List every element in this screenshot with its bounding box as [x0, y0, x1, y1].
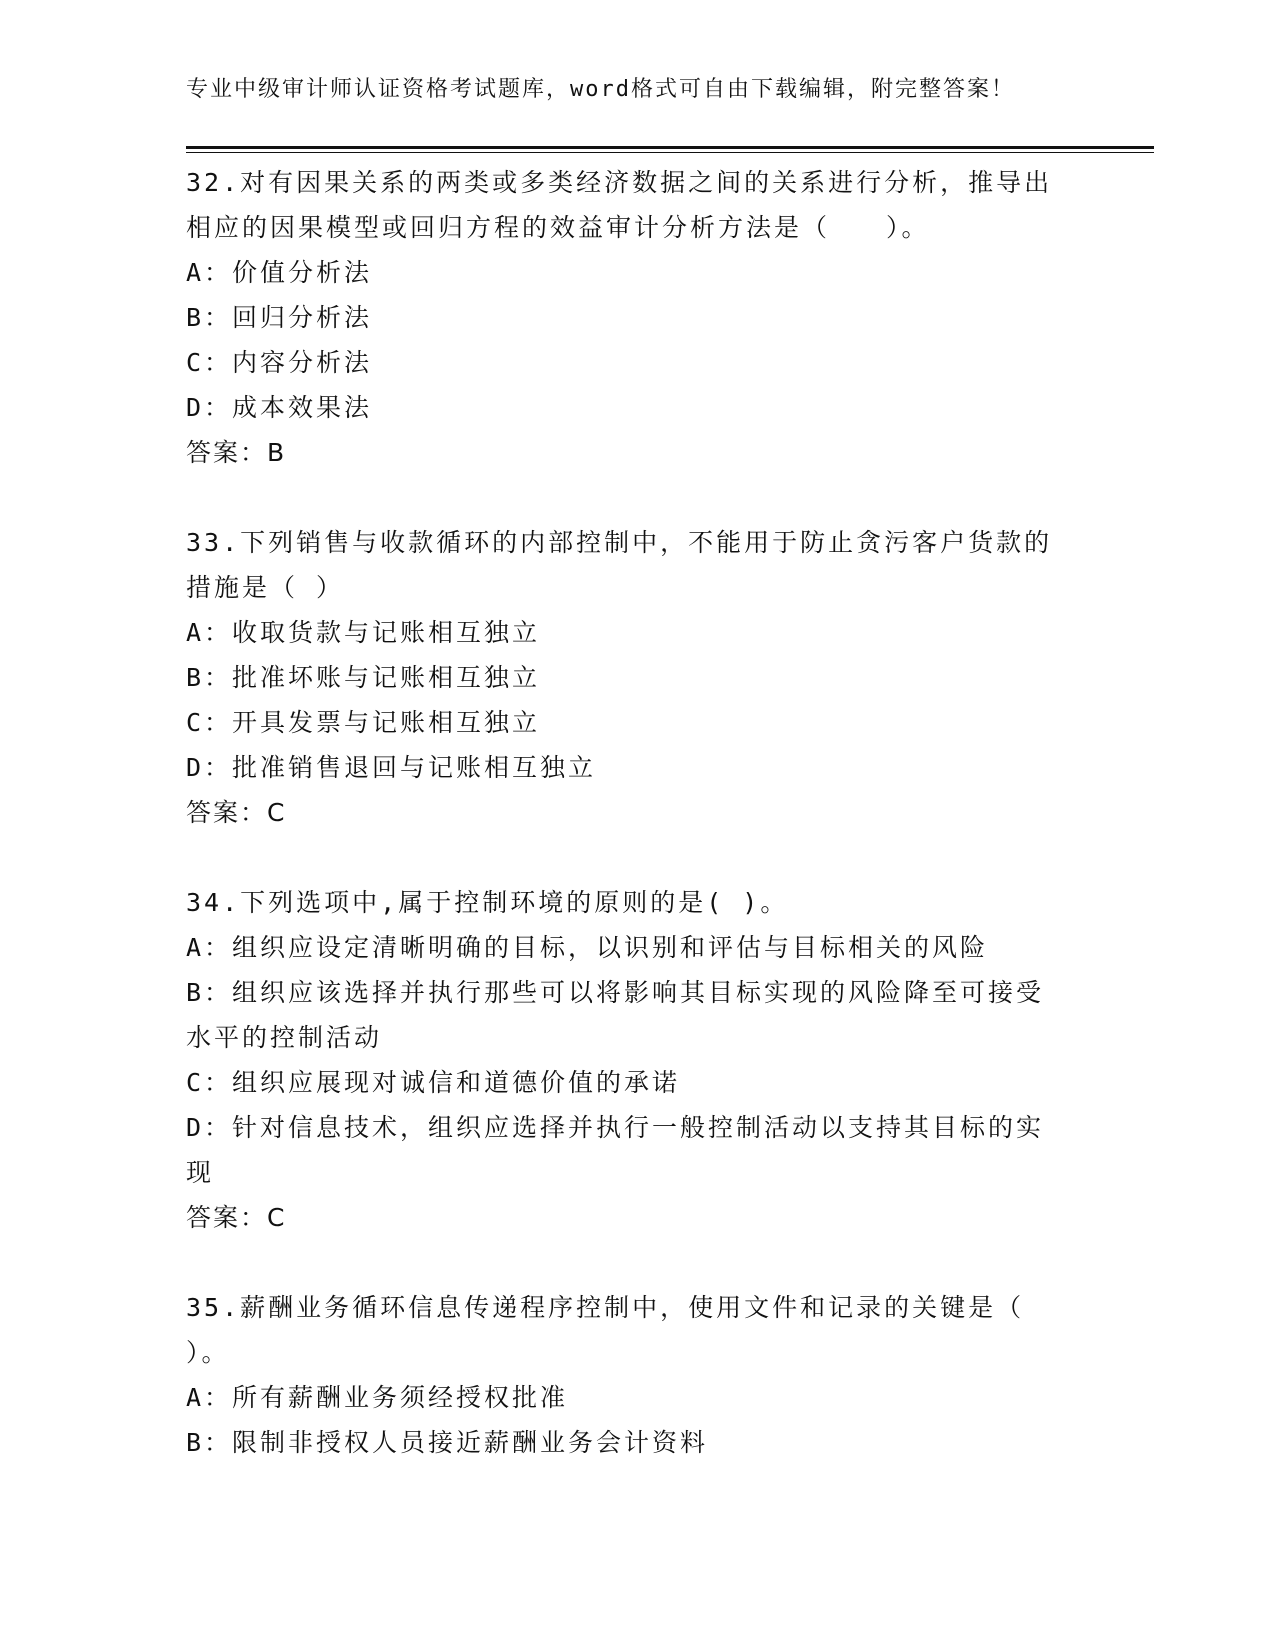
option-b: B：组织应该选择并执行那些可以将影响其目标实现的风险降至可接受: [186, 978, 1045, 1007]
option-a: A：收取货款与记账相互独立: [186, 618, 541, 647]
option-d: D：批准销售退回与记账相互独立: [186, 753, 597, 782]
question-stem-line: ）。: [186, 1338, 230, 1367]
option-b: B：限制非授权人员接近薪酬业务会计资料: [186, 1428, 709, 1457]
question-32: [186, 160, 1086, 475]
question-33: [186, 520, 1086, 835]
option-d: D：针对信息技术，组织应选择并执行一般控制活动以支持其目标的实: [186, 1113, 1045, 1142]
answer: 答案：C: [186, 798, 287, 827]
question-stem-line: 35.薪酬业务循环信息传递程序控制中，使用文件和记录的关键是（: [186, 1293, 1025, 1322]
question-stem-line: 相应的因果模型或回归方程的效益审计分析方法是（ ）。: [186, 213, 930, 242]
option-a: A：所有薪酬业务须经授权批准: [186, 1383, 569, 1412]
page-header: 专业中级审计师认证资格考试题库，word格式可自由下载编辑，附完整答案！: [186, 77, 1015, 102]
question-34: [186, 880, 1086, 1240]
option-b: B：回归分析法: [186, 303, 373, 332]
answer: 答案：C: [186, 1203, 287, 1232]
question-stem-line: 33.下列销售与收款循环的内部控制中，不能用于防止贪污客户货款的: [186, 528, 1053, 557]
question-stem-line: 措施是（ ）: [186, 573, 345, 602]
option-c: C：开具发票与记账相互独立: [186, 708, 541, 737]
option-c: C：内容分析法: [186, 348, 373, 377]
question-stem-line: 34.下列选项中,属于控制环境的原则的是( )。: [186, 888, 789, 917]
question-stem-line: 32.对有因果关系的两类或多类经济数据之间的关系进行分析，推导出: [186, 168, 1053, 197]
header-divider: [186, 146, 1154, 153]
option-d: D：成本效果法: [186, 393, 373, 422]
option-c: C：组织应展现对诚信和道德价值的承诺: [186, 1068, 681, 1097]
question-list: [186, 160, 1086, 1465]
option-b: B：批准坏账与记账相互独立: [186, 663, 541, 692]
answer: 答案：B: [186, 438, 287, 467]
question-35: [186, 1285, 1086, 1465]
option-b-continued: 水平的控制活动: [186, 1023, 383, 1052]
option-a: A：价值分析法: [186, 258, 373, 287]
option-d-continued: 现: [186, 1158, 215, 1187]
option-a: A：组织应设定清晰明确的目标，以识别和评估与目标相关的风险: [186, 933, 989, 962]
